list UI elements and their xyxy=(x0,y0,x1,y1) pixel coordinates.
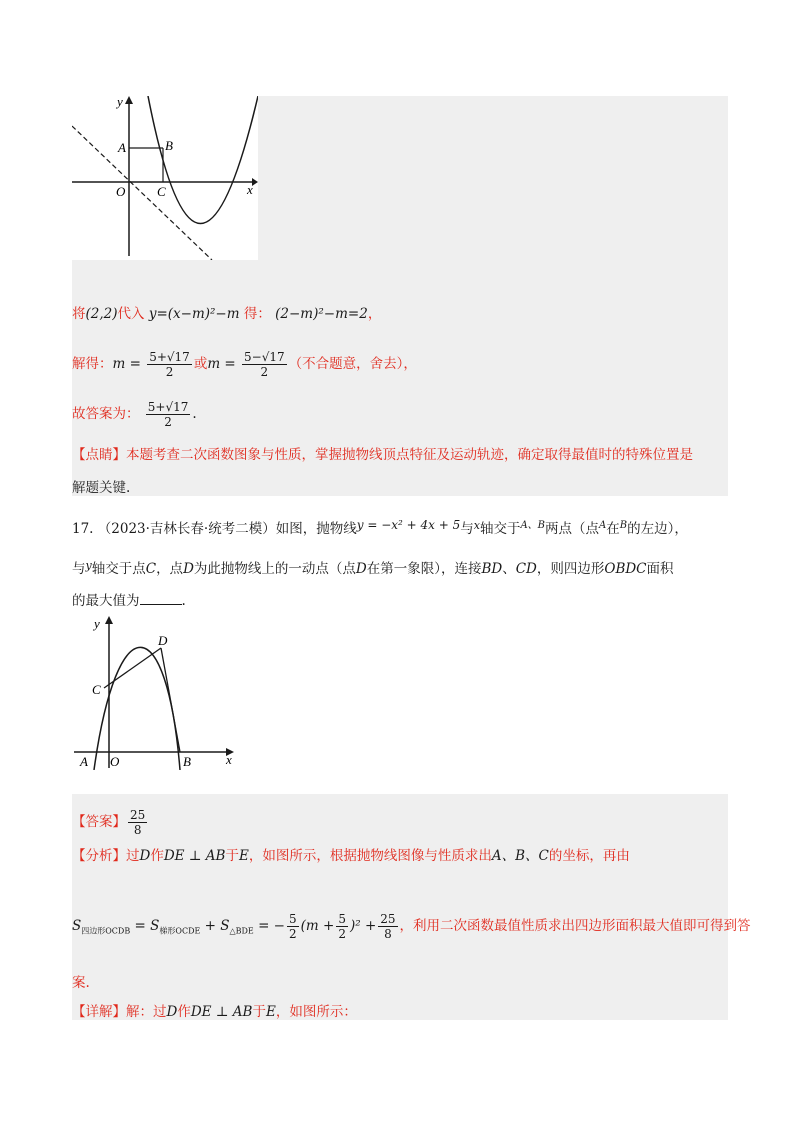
comment-line-2: 解题关键. xyxy=(72,480,131,496)
fig1-label-b: B xyxy=(165,138,173,153)
fig2-label-o: O xyxy=(110,754,120,769)
solution-answer-line: 故答案为： $\frac{5+√17}{2}$ . xyxy=(72,400,197,429)
fraction-answer: $\frac{5+√17}{2}$ xyxy=(147,400,189,429)
fig2-label-b: B xyxy=(183,754,191,769)
question-17-line-2: 与$^y$轴交于点C，点D为此抛物线上的一动点（点D在第一象限），连接BD、CD，则四边形OBDC面积 xyxy=(72,559,674,577)
figure-2-parabola-graph xyxy=(72,614,242,770)
fig1-label-c: C xyxy=(157,184,166,199)
fraction-25-8: $\frac{25}{8}$ xyxy=(380,912,396,941)
fraction-m2: $\frac{5-√17}{2}$ xyxy=(244,350,285,379)
fig1-label-y: y xyxy=(117,96,123,109)
answer-17-line: 【答案】 $\frac{25}{8}$ xyxy=(72,808,146,837)
fig2-label-y: y xyxy=(94,616,100,631)
solution-solve-line: 解得：m = $\frac{5+√17}{2}$ 或m = $\frac{5-√17}{2}$ （不合题意，舍去）， xyxy=(72,350,417,379)
answer-block-shade xyxy=(72,794,728,1020)
fraction-5-2-a: $\frac{5}{2}$ xyxy=(289,912,297,941)
comment-line-1: 【点睛】本题考查二次函数图象与性质，掌握抛物线顶点特征及运动轨迹，确定取得最值时的特殊位置是 xyxy=(72,447,693,463)
question-17-line-1: 17. （2023·吉林长春·统考二模）如图，抛物线y = −x² + 4x + 5与$^x$轴交于$^{A、B}$两点（点$^A$在$^B$的左边）， xyxy=(72,518,688,537)
analysis-17-formula-line: $S_{四边形OCDB} = S_{梯形OCDE} + S_{\triangle BDE}$ = − $\frac{5}{2}$ (m + $\frac{5}{2}$ )² + $\frac{25}{8}$ ，利用二次函数最值性质求出四边形面积最大值即可得到答 xyxy=(72,912,751,941)
fraction-5-2-b: $\frac{5}{2}$ xyxy=(338,912,346,941)
figure-1-parabola-graph xyxy=(72,96,258,260)
fig2-label-d: D xyxy=(158,633,168,648)
analysis-17-line-3: 案. xyxy=(72,975,90,991)
detail-17-line: 【详解】解：过D作DE ⊥ AB于E，如图所示： xyxy=(72,1004,357,1020)
fig2-label-a: A xyxy=(80,754,88,769)
fraction-answer-17: $\frac{25}{8}$ xyxy=(130,808,146,837)
solution-substitute-line: 将(2,2)代入 y=(x−m)²−m 得： (2−m)²−m=2， xyxy=(72,306,382,322)
fig2-label-x: x xyxy=(226,752,232,767)
fraction-m1: $\frac{5+√17}{2}$ xyxy=(149,350,190,379)
fig1-label-x: x xyxy=(247,182,253,197)
question-17-line-3: 的最大值为 . xyxy=(72,593,186,609)
analysis-17-line-1: 【分析】过D作DE ⊥ AB于E，如图所示，根据抛物线图像与性质求出A、B、C的坐标，再由 xyxy=(72,848,630,864)
answer-blank xyxy=(140,592,182,605)
fig1-label-a: A xyxy=(118,140,126,155)
fig2-label-c: C xyxy=(92,682,101,697)
fig1-label-origin: O xyxy=(116,184,126,199)
